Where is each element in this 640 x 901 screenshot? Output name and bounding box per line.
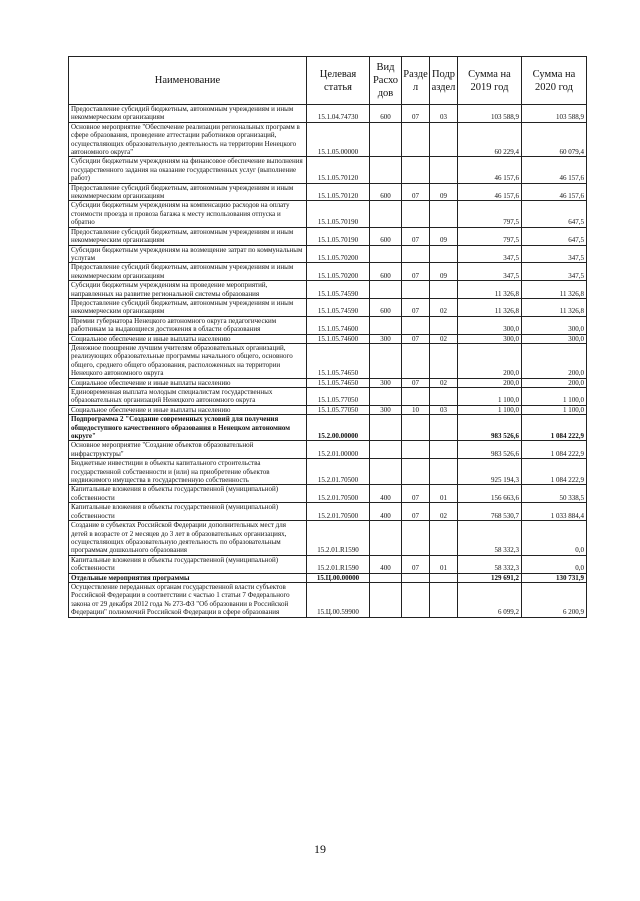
cell-name: Осуществление переданных органам государственной власти субъектов Российской Федерации в соответствии с частью 1 статьи 7 Федерального закона от 29 декабря 2012 года № 273-ФЗ "Об образовании в Российской Федерации" полномочий Российской Федерации в сфере образования: [69, 582, 307, 617]
table-row: [69, 388, 587, 406]
cell-sum-2019: 1 100,0: [458, 388, 522, 406]
cell-article: 15.1.05.74590: [307, 298, 370, 316]
cell-name: Предоставление субсидий бюджетным, автономным учреждениям и иным некоммерческим организациям: [69, 263, 307, 281]
cell-section: [402, 521, 430, 556]
cell-type: 400: [370, 485, 402, 503]
table-row: [69, 298, 587, 316]
cell-sum-2020: 300,0: [522, 334, 587, 343]
cell-sum-2020: 1 033 884,4: [522, 503, 587, 521]
cell-sum-2020: 46 157,6: [522, 183, 587, 201]
cell-article: 15.1.05.70120: [307, 157, 370, 183]
cell-name: Социальное обеспечение и иные выплаты населению: [69, 334, 307, 343]
table-row: [69, 316, 587, 334]
table-row: [69, 281, 587, 299]
cell-sum-2019: 46 157,6: [458, 183, 522, 201]
cell-sum-2020: 130 731,9: [522, 573, 587, 582]
cell-section: 07: [402, 555, 430, 573]
cell-subsection: [430, 388, 458, 406]
header-name: Наименование: [69, 57, 307, 105]
cell-type: 600: [370, 298, 402, 316]
header-row: [69, 57, 587, 105]
cell-type: [370, 415, 402, 441]
cell-sum-2020: 647,5: [522, 201, 587, 227]
cell-name: Предоставление субсидий бюджетным, автономным учреждениям и иным некоммерческим организациям: [69, 227, 307, 245]
cell-sum-2019: 58 332,3: [458, 521, 522, 556]
cell-sum-2020: 1 084 222,9: [522, 441, 587, 459]
cell-subsection: 03: [430, 105, 458, 123]
cell-type: [370, 281, 402, 299]
table-row: [69, 485, 587, 503]
cell-subsection: [430, 415, 458, 441]
cell-section: [402, 316, 430, 334]
cell-name: Субсидии бюджетным учреждениям на компенсацию расходов на оплату стоимости проезда и провоза багажа к месту использования отпуска и обратно: [69, 201, 307, 227]
cell-sum-2020: 647,5: [522, 227, 587, 245]
cell-section: [402, 441, 430, 459]
cell-article: 15.2.01.70500: [307, 503, 370, 521]
cell-subsection: [430, 157, 458, 183]
cell-article: 15.1.05.70190: [307, 201, 370, 227]
cell-name: Субсидии бюджетным учреждениям на проведение мероприятий, направленных на развитие региональной системы образования: [69, 281, 307, 299]
cell-subsection: [430, 281, 458, 299]
cell-section: 07: [402, 227, 430, 245]
header-sum-2020: Сумма на 2020 год: [522, 57, 587, 105]
cell-article: 15.2.01.70500: [307, 485, 370, 503]
header-article: Целевая статья: [307, 57, 370, 105]
cell-type: 300: [370, 405, 402, 414]
cell-sum-2020: 46 157,6: [522, 157, 587, 183]
cell-sum-2020: 60 079,4: [522, 122, 587, 157]
cell-section: 07: [402, 334, 430, 343]
table-row: [69, 503, 587, 521]
cell-type: 300: [370, 378, 402, 387]
cell-type: 600: [370, 263, 402, 281]
cell-sum-2020: 300,0: [522, 316, 587, 334]
cell-subsection: 03: [430, 405, 458, 414]
cell-type: [370, 573, 402, 582]
cell-sum-2019: 200,0: [458, 343, 522, 378]
table-row: [69, 227, 587, 245]
cell-sum-2020: 347,5: [522, 263, 587, 281]
cell-name: Социальное обеспечение и иные выплаты населению: [69, 405, 307, 414]
table-row: [69, 441, 587, 459]
cell-sum-2020: 11 326,8: [522, 281, 587, 299]
cell-type: 300: [370, 334, 402, 343]
cell-article: 15.1.05.74600: [307, 316, 370, 334]
table-row: [69, 122, 587, 157]
cell-sum-2020: 6 200,9: [522, 582, 587, 617]
cell-article: 15.1.05.74600: [307, 334, 370, 343]
cell-sum-2020: 11 326,8: [522, 298, 587, 316]
cell-name: Предоставление субсидий бюджетным, автономным учреждениям и иным некоммерческим организациям: [69, 183, 307, 201]
cell-sum-2019: 983 526,6: [458, 415, 522, 441]
cell-article: 15.1.05.77050: [307, 405, 370, 414]
cell-name: Отдельные мероприятия программы: [69, 573, 307, 582]
cell-section: 07: [402, 485, 430, 503]
cell-type: [370, 459, 402, 485]
cell-section: [402, 245, 430, 263]
header-sum-2019: Сумма на 2019 год: [458, 57, 522, 105]
table-row: [69, 405, 587, 414]
cell-sum-2019: 129 691,2: [458, 573, 522, 582]
cell-article: 15.1.05.70200: [307, 263, 370, 281]
cell-sum-2019: 58 332,3: [458, 555, 522, 573]
cell-section: [402, 122, 430, 157]
budget-table: [68, 56, 587, 618]
cell-name: Предоставление субсидий бюджетным, автономным учреждениям и иным некоммерческим организациям: [69, 105, 307, 123]
cell-name: Предоставление субсидий бюджетным, автономным учреждениям и иным некоммерческим организациям: [69, 298, 307, 316]
cell-sum-2020: 0,0: [522, 521, 587, 556]
header-subsection: Подр аздел: [430, 57, 458, 105]
cell-name: Бюджетные инвестиции в объекты капитального строительства государственной собственности и (или) на приобретение объектов недвижимого имущества в государственную собственность: [69, 459, 307, 485]
cell-type: [370, 316, 402, 334]
cell-type: [370, 388, 402, 406]
cell-sum-2019: 347,5: [458, 263, 522, 281]
cell-sum-2019: 11 326,8: [458, 281, 522, 299]
cell-type: 400: [370, 503, 402, 521]
table-row: [69, 555, 587, 573]
page-number: 19: [314, 842, 326, 856]
cell-section: [402, 415, 430, 441]
cell-subsection: 09: [430, 227, 458, 245]
cell-sum-2019: 200,0: [458, 378, 522, 387]
cell-article: 15.1.04.74730: [307, 105, 370, 123]
cell-article: 15.Ц.00.00000: [307, 573, 370, 582]
cell-sum-2019: 156 663,6: [458, 485, 522, 503]
cell-section: [402, 582, 430, 617]
table-row: [69, 343, 587, 378]
cell-sum-2019: 11 326,8: [458, 298, 522, 316]
table-row: [69, 201, 587, 227]
cell-section: [402, 459, 430, 485]
cell-type: [370, 343, 402, 378]
cell-sum-2019: 300,0: [458, 316, 522, 334]
cell-name: Подпрограмма 2 "Создание современных условий для получения общедоступного качественного образования в Ненецком автономном округе": [69, 415, 307, 441]
cell-name: Создание в субъектах Российской Федерации дополнительных мест для детей в возрасте от 2 месяцев до 3 лет в образовательных организациях, осуществляющих образовательную деятельность по образовательным программам дошкольного образования: [69, 521, 307, 556]
cell-subsection: [430, 441, 458, 459]
cell-article: 15.2.01.70500: [307, 459, 370, 485]
table-row: [69, 245, 587, 263]
cell-subsection: [430, 582, 458, 617]
cell-sum-2020: 1 084 222,9: [522, 459, 587, 485]
cell-name: Капитальные вложения в объекты государственной (муниципальной) собственности: [69, 485, 307, 503]
cell-section: [402, 281, 430, 299]
cell-name: Премии губернатора Ненецкого автономного округа педагогическим работникам за выдающиеся достижения в области образования: [69, 316, 307, 334]
cell-subsection: [430, 573, 458, 582]
table-row: [69, 378, 587, 387]
cell-article: 15.1.05.74650: [307, 378, 370, 387]
cell-subsection: 02: [430, 503, 458, 521]
cell-section: [402, 343, 430, 378]
header-type: Вид Расхо дов: [370, 57, 402, 105]
table-row: [69, 459, 587, 485]
cell-sum-2020: 1 100,0: [522, 405, 587, 414]
cell-section: 07: [402, 183, 430, 201]
cell-type: [370, 201, 402, 227]
cell-section: 07: [402, 105, 430, 123]
cell-name: Основное мероприятие "Обеспечение реализации региональных программ в сфере образования, проведение аттестации работников организаций, осуществляющих образовательную деятельность на территории Ненецкого автономного округа": [69, 122, 307, 157]
cell-article: 15.2.00.00000: [307, 415, 370, 441]
cell-sum-2019: 103 588,9: [458, 105, 522, 123]
cell-type: [370, 122, 402, 157]
cell-section: 07: [402, 378, 430, 387]
cell-sum-2019: 60 229,4: [458, 122, 522, 157]
table-row: [69, 334, 587, 343]
cell-article: 15.2.01.R1590: [307, 555, 370, 573]
cell-subsection: 09: [430, 183, 458, 201]
cell-name: Основное мероприятие "Создание объектов образовательной инфраструктуры": [69, 441, 307, 459]
header-section: Разде л: [402, 57, 430, 105]
cell-article: 15.1.05.77050: [307, 388, 370, 406]
cell-name: Денежное поощрение лучшим учителям образовательных организаций, реализующих образовательные программы начального общего, основного общего, среднего общего образования, расположенных на территории Ненецкого автономного округа: [69, 343, 307, 378]
cell-subsection: 01: [430, 555, 458, 573]
cell-sum-2019: 768 530,7: [458, 503, 522, 521]
cell-sum-2020: 347,5: [522, 245, 587, 263]
cell-sum-2020: 200,0: [522, 378, 587, 387]
table-row: [69, 263, 587, 281]
cell-type: [370, 582, 402, 617]
cell-sum-2019: 983 526,6: [458, 441, 522, 459]
cell-section: 07: [402, 263, 430, 281]
cell-subsection: 01: [430, 485, 458, 503]
cell-type: 600: [370, 183, 402, 201]
cell-sum-2019: 6 099,2: [458, 582, 522, 617]
cell-subsection: [430, 343, 458, 378]
cell-subsection: [430, 316, 458, 334]
cell-sum-2019: 347,5: [458, 245, 522, 263]
cell-name: Субсидии бюджетным учреждениям на возмещение затрат по коммунальным услугам: [69, 245, 307, 263]
cell-article: 15.1.05.70200: [307, 245, 370, 263]
table-row: [69, 105, 587, 123]
table-row: [69, 415, 587, 441]
cell-name: Капитальные вложения в объекты государственной (муниципальной) собственности: [69, 503, 307, 521]
cell-section: [402, 201, 430, 227]
cell-subsection: [430, 521, 458, 556]
cell-sum-2020: 200,0: [522, 343, 587, 378]
cell-subsection: 02: [430, 378, 458, 387]
cell-section: 10: [402, 405, 430, 414]
cell-article: 15.1.05.70120: [307, 183, 370, 201]
cell-type: 600: [370, 105, 402, 123]
table-row: [69, 183, 587, 201]
cell-sum-2019: 300,0: [458, 334, 522, 343]
cell-section: 07: [402, 298, 430, 316]
cell-type: 400: [370, 555, 402, 573]
cell-article: 15.1.05.74650: [307, 343, 370, 378]
cell-subsection: [430, 201, 458, 227]
cell-type: 600: [370, 227, 402, 245]
cell-sum-2020: 0,0: [522, 555, 587, 573]
cell-type: [370, 521, 402, 556]
cell-article: 15.Ц.00.59900: [307, 582, 370, 617]
cell-section: [402, 388, 430, 406]
cell-sum-2020: 103 588,9: [522, 105, 587, 123]
table-body: [69, 105, 587, 618]
cell-sum-2019: 925 194,3: [458, 459, 522, 485]
cell-subsection: [430, 459, 458, 485]
cell-sum-2020: 1 100,0: [522, 388, 587, 406]
cell-sum-2019: 1 100,0: [458, 405, 522, 414]
cell-name: Капитальные вложения в объекты государственной (муниципальной) собственности: [69, 555, 307, 573]
table-row: [69, 521, 587, 556]
cell-sum-2020: 1 084 222,9: [522, 415, 587, 441]
table-row: [69, 157, 587, 183]
cell-name: Субсидии бюджетным учреждениям на финансовое обеспечение выполнения государственного задания на оказание государственных услуг (выполнение работ): [69, 157, 307, 183]
cell-sum-2019: 46 157,6: [458, 157, 522, 183]
cell-subsection: 02: [430, 334, 458, 343]
cell-type: [370, 157, 402, 183]
cell-type: [370, 441, 402, 459]
cell-article: 15.2.01.R1590: [307, 521, 370, 556]
cell-subsection: 02: [430, 298, 458, 316]
cell-section: [402, 573, 430, 582]
cell-sum-2020: 50 338,5: [522, 485, 587, 503]
table-row: [69, 582, 587, 617]
cell-sum-2019: 797,5: [458, 201, 522, 227]
cell-subsection: [430, 122, 458, 157]
cell-name: Социальное обеспечение и иные выплаты населению: [69, 378, 307, 387]
cell-article: 15.1.05.00000: [307, 122, 370, 157]
cell-section: 07: [402, 503, 430, 521]
cell-article: 15.2.01.00000: [307, 441, 370, 459]
cell-article: 15.1.05.70190: [307, 227, 370, 245]
cell-type: [370, 245, 402, 263]
cell-section: [402, 157, 430, 183]
cell-name: Единовременная выплата молодым специалистам государственных образовательных организаций Ненецкого автономного округа: [69, 388, 307, 406]
cell-article: 15.1.05.74590: [307, 281, 370, 299]
cell-subsection: 09: [430, 263, 458, 281]
cell-sum-2019: 797,5: [458, 227, 522, 245]
cell-subsection: [430, 245, 458, 263]
table-row: [69, 573, 587, 582]
